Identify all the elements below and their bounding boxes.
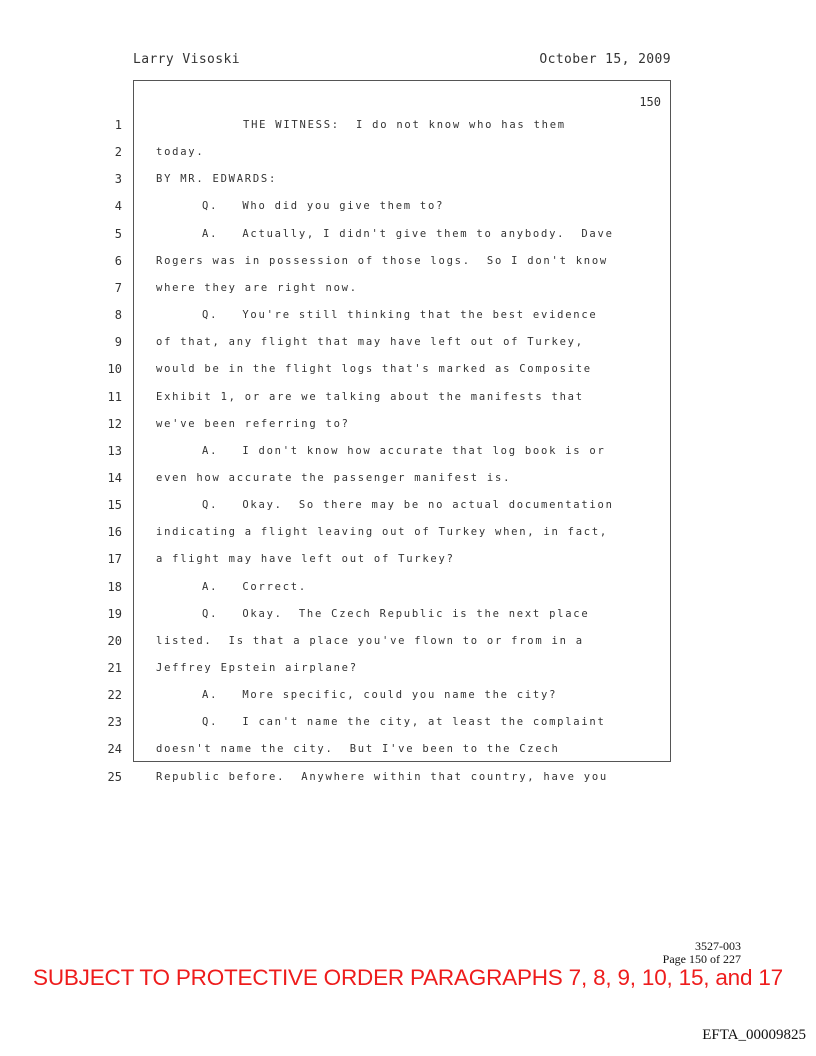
transcript-line: A. Correct. xyxy=(202,580,307,593)
transcript-line: Q. I can't name the city, at least the complaint xyxy=(202,716,606,729)
line-number: 8 xyxy=(114,308,122,323)
line-number: 17 xyxy=(107,552,122,567)
transcript-line: listed. Is that a place you've flown to or from in a xyxy=(156,634,584,647)
line-number: 21 xyxy=(107,661,122,675)
transcript-line: would be in the flight logs that's marked as Composite xyxy=(156,363,592,376)
transcript-line: Republic before. Anywhere within that country, have you xyxy=(156,770,609,783)
line-number: 2 xyxy=(114,145,122,160)
transcript-line: BY MR. EDWARDS: xyxy=(156,173,278,186)
line-number: 11 xyxy=(107,389,122,404)
transcript-line: indicating a flight leaving out of Turkey when, in fact, xyxy=(156,526,609,539)
line-number: 15 xyxy=(107,498,122,513)
transcript-line: A. I don't know how accurate that log book is or xyxy=(202,444,606,457)
transcript-line: Rogers was in possession of those logs. So I don't know xyxy=(156,254,609,267)
line-number: 14 xyxy=(107,470,122,485)
transcript-page-number: 150 xyxy=(639,95,661,109)
line-number: 9 xyxy=(114,335,122,350)
transcript-line: doesn't name the city. But I've been to the Czech xyxy=(156,743,560,756)
transcript-line: of that, any flight that may have left out of Turkey, xyxy=(156,336,584,349)
line-number: 16 xyxy=(107,525,122,540)
transcript-line: a flight may have left out of Turkey? xyxy=(156,553,455,566)
transcript-line: Jeffrey Epstein airplane? xyxy=(156,662,358,674)
line-number: 4 xyxy=(114,199,122,214)
transcript-line: A. More specific, could you name the city? xyxy=(202,689,558,702)
line-number: 20 xyxy=(107,633,122,648)
line-number: 19 xyxy=(107,606,122,621)
line-number: 23 xyxy=(107,715,122,730)
page-count: Page 150 of 227 xyxy=(662,952,741,966)
transcript-line: Q. Okay. The Czech Republic is the next place xyxy=(202,607,590,620)
line-number: 7 xyxy=(114,280,122,295)
deposition-date-header: October 15, 2009 xyxy=(539,52,671,67)
transcript-line: Q. Who did you give them to? xyxy=(202,200,445,213)
transcript-line: THE WITNESS: I do not know who has them xyxy=(243,119,566,131)
line-number: 24 xyxy=(107,742,122,757)
bates-number: EFTA_00009825 xyxy=(702,1027,806,1043)
transcript-line: Q. You're still thinking that the best evidence xyxy=(202,309,598,322)
witness-name-header: Larry Visoski xyxy=(133,52,240,67)
line-number: 6 xyxy=(114,253,122,268)
line-number: 3 xyxy=(114,172,122,187)
transcript-line: A. Actually, I didn't give them to anybody. Dave xyxy=(202,227,614,240)
transcript-line: we've been referring to? xyxy=(156,417,350,430)
transcript-line: Q. Okay. So there may be no actual documentation xyxy=(202,499,614,512)
line-number: 13 xyxy=(107,443,122,458)
transcript-line: where they are right now. xyxy=(156,281,358,294)
case-id: 3527-003 xyxy=(695,939,741,953)
line-number: 1 xyxy=(114,118,122,132)
transcript-line: Exhibit 1, or are we talking about the manifests that xyxy=(156,390,584,403)
line-number: 10 xyxy=(107,362,122,377)
line-number: 5 xyxy=(114,226,122,241)
line-number: 18 xyxy=(107,579,122,594)
protective-order-notice: SUBJECT TO PROTECTIVE ORDER PARAGRAPHS 7, 8, 9, 10, 15, and 17 xyxy=(33,965,783,990)
line-number: 25 xyxy=(107,769,122,784)
transcript-line: today. xyxy=(156,146,205,159)
line-number: 22 xyxy=(107,688,122,703)
line-number: 12 xyxy=(107,416,122,431)
document-reference xyxy=(663,940,741,966)
transcript-line: even how accurate the passenger manifest is. xyxy=(156,471,512,484)
